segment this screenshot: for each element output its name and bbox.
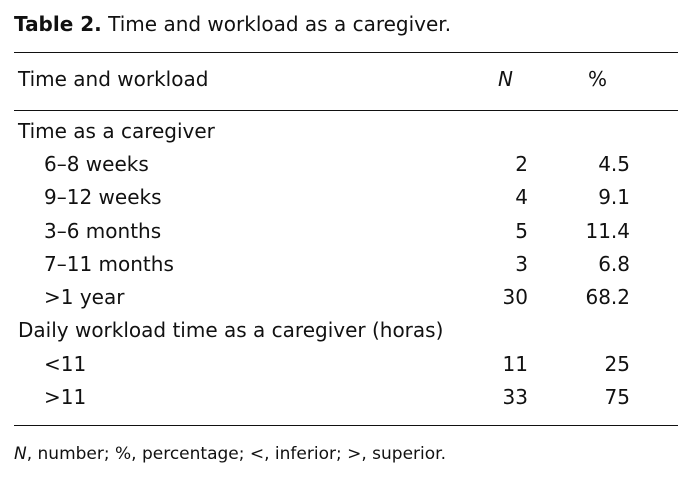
row-percent: 9.1 — [598, 185, 630, 209]
row-label: 9–12 weeks — [44, 185, 162, 209]
header-percent: % — [588, 67, 608, 91]
table-caption — [14, 10, 451, 38]
row-n: 2 — [515, 152, 528, 176]
table-row — [0, 314, 694, 347]
row-n: 33 — [502, 385, 528, 409]
row-n: 5 — [515, 219, 528, 243]
row-percent: 4.5 — [598, 152, 630, 176]
table-row — [0, 248, 694, 281]
row-n: 11 — [502, 352, 528, 376]
table-row — [0, 348, 694, 381]
row-label: 7–11 months — [44, 252, 174, 276]
table-caption-title: Time and workload as a caregiver. — [108, 12, 452, 36]
table-caption-label: Table 2. — [14, 12, 102, 36]
footnote-text: , number; %, percentage; <, inferior; >, superior. — [26, 444, 446, 464]
table-row — [0, 381, 694, 414]
row-percent: 68.2 — [585, 285, 630, 309]
header-rule — [14, 110, 678, 111]
bottom-rule — [14, 425, 678, 426]
row-label: >1 year — [44, 285, 125, 309]
header-n: N — [498, 67, 513, 91]
row-label: 3–6 months — [44, 219, 162, 243]
table-row — [0, 181, 694, 214]
row-percent: 25 — [604, 352, 630, 376]
table-header-row — [0, 63, 694, 96]
table-row — [0, 215, 694, 248]
footnote-n-symbol: N — [14, 444, 27, 464]
header-time-and-workload: Time and workload — [18, 67, 209, 91]
row-percent: 11.4 — [585, 219, 630, 243]
row-label: Daily workload time as a caregiver (horas) — [18, 318, 444, 342]
table-row — [0, 148, 694, 181]
top-rule — [14, 52, 678, 53]
row-label: <11 — [44, 352, 87, 376]
row-n: 3 — [515, 252, 528, 276]
row-n: 30 — [502, 285, 528, 309]
row-percent: 75 — [604, 385, 630, 409]
table-row — [0, 115, 694, 148]
row-label: Time as a caregiver — [18, 119, 215, 143]
row-n: 4 — [515, 185, 528, 209]
row-percent: 6.8 — [598, 252, 630, 276]
row-label: >11 — [44, 385, 87, 409]
row-label: 6–8 weeks — [44, 152, 149, 176]
table-footnote — [14, 440, 446, 468]
table-row — [0, 281, 694, 314]
